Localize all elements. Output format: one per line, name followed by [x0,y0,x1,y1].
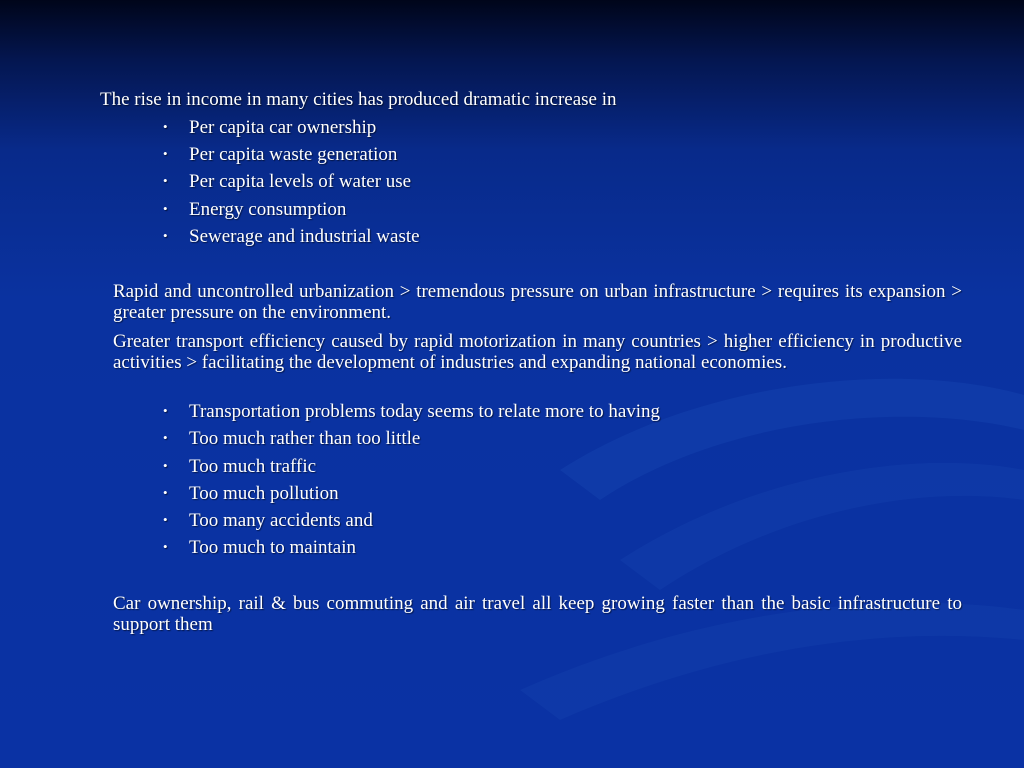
list-item-label: Per capita levels of water use [189,171,412,192]
list-item-label: Too much to maintain [189,537,357,558]
list-item-label: Sewerage and industrial waste [189,226,420,247]
list-item-label: Too much pollution [189,483,339,504]
list-item [163,482,339,505]
list-item [163,509,373,532]
bullet-icon: • [163,173,168,188]
bullet-icon: • [163,146,168,161]
bullet-icon: • [163,458,168,473]
list-item [163,455,316,478]
list-item [163,198,346,221]
bullet-icon: • [163,119,168,134]
bullet-icon: • [163,201,168,216]
paragraph-transport-efficiency: Greater transport efficiency caused by rapid motorization in many countries > higher efficiency in productive activities > facilitating the development of industries and expanding national economies. [113,331,962,373]
list-item [163,170,411,193]
list-item-label: Energy consumption [189,199,347,220]
bullet-icon: • [163,228,168,243]
bullet-icon: • [163,485,168,500]
list-item [163,116,376,139]
list-item [163,536,356,559]
list-item [163,143,397,166]
bullet-icon: • [163,539,168,554]
paragraph-growth: Car ownership, rail & bus commuting and air travel all keep growing faster than the basic infrastructure to support them [113,593,962,635]
list-item-label: Too much rather than too little [189,428,421,449]
list-item [163,400,660,423]
bullet-icon: • [163,512,168,527]
list-item-label: Too many accidents and [189,510,373,531]
list-item-label: Per capita car ownership [189,117,377,138]
list-item [163,225,420,248]
list-item [163,427,420,450]
bullet-icon: • [163,430,168,445]
intro-text: The rise in income in many cities has produced dramatic increase in [100,89,617,110]
paragraph-urbanization: Rapid and uncontrolled urbanization > tremendous pressure on urban infrastructure > requires its expansion > greater pressure on the environment. [113,281,962,323]
list-item-label: Too much traffic [189,456,317,477]
bullet-icon: • [163,403,168,418]
list-item-label: Transportation problems today seems to relate more to having [189,401,661,422]
list-item-label: Per capita waste generation [189,144,398,165]
